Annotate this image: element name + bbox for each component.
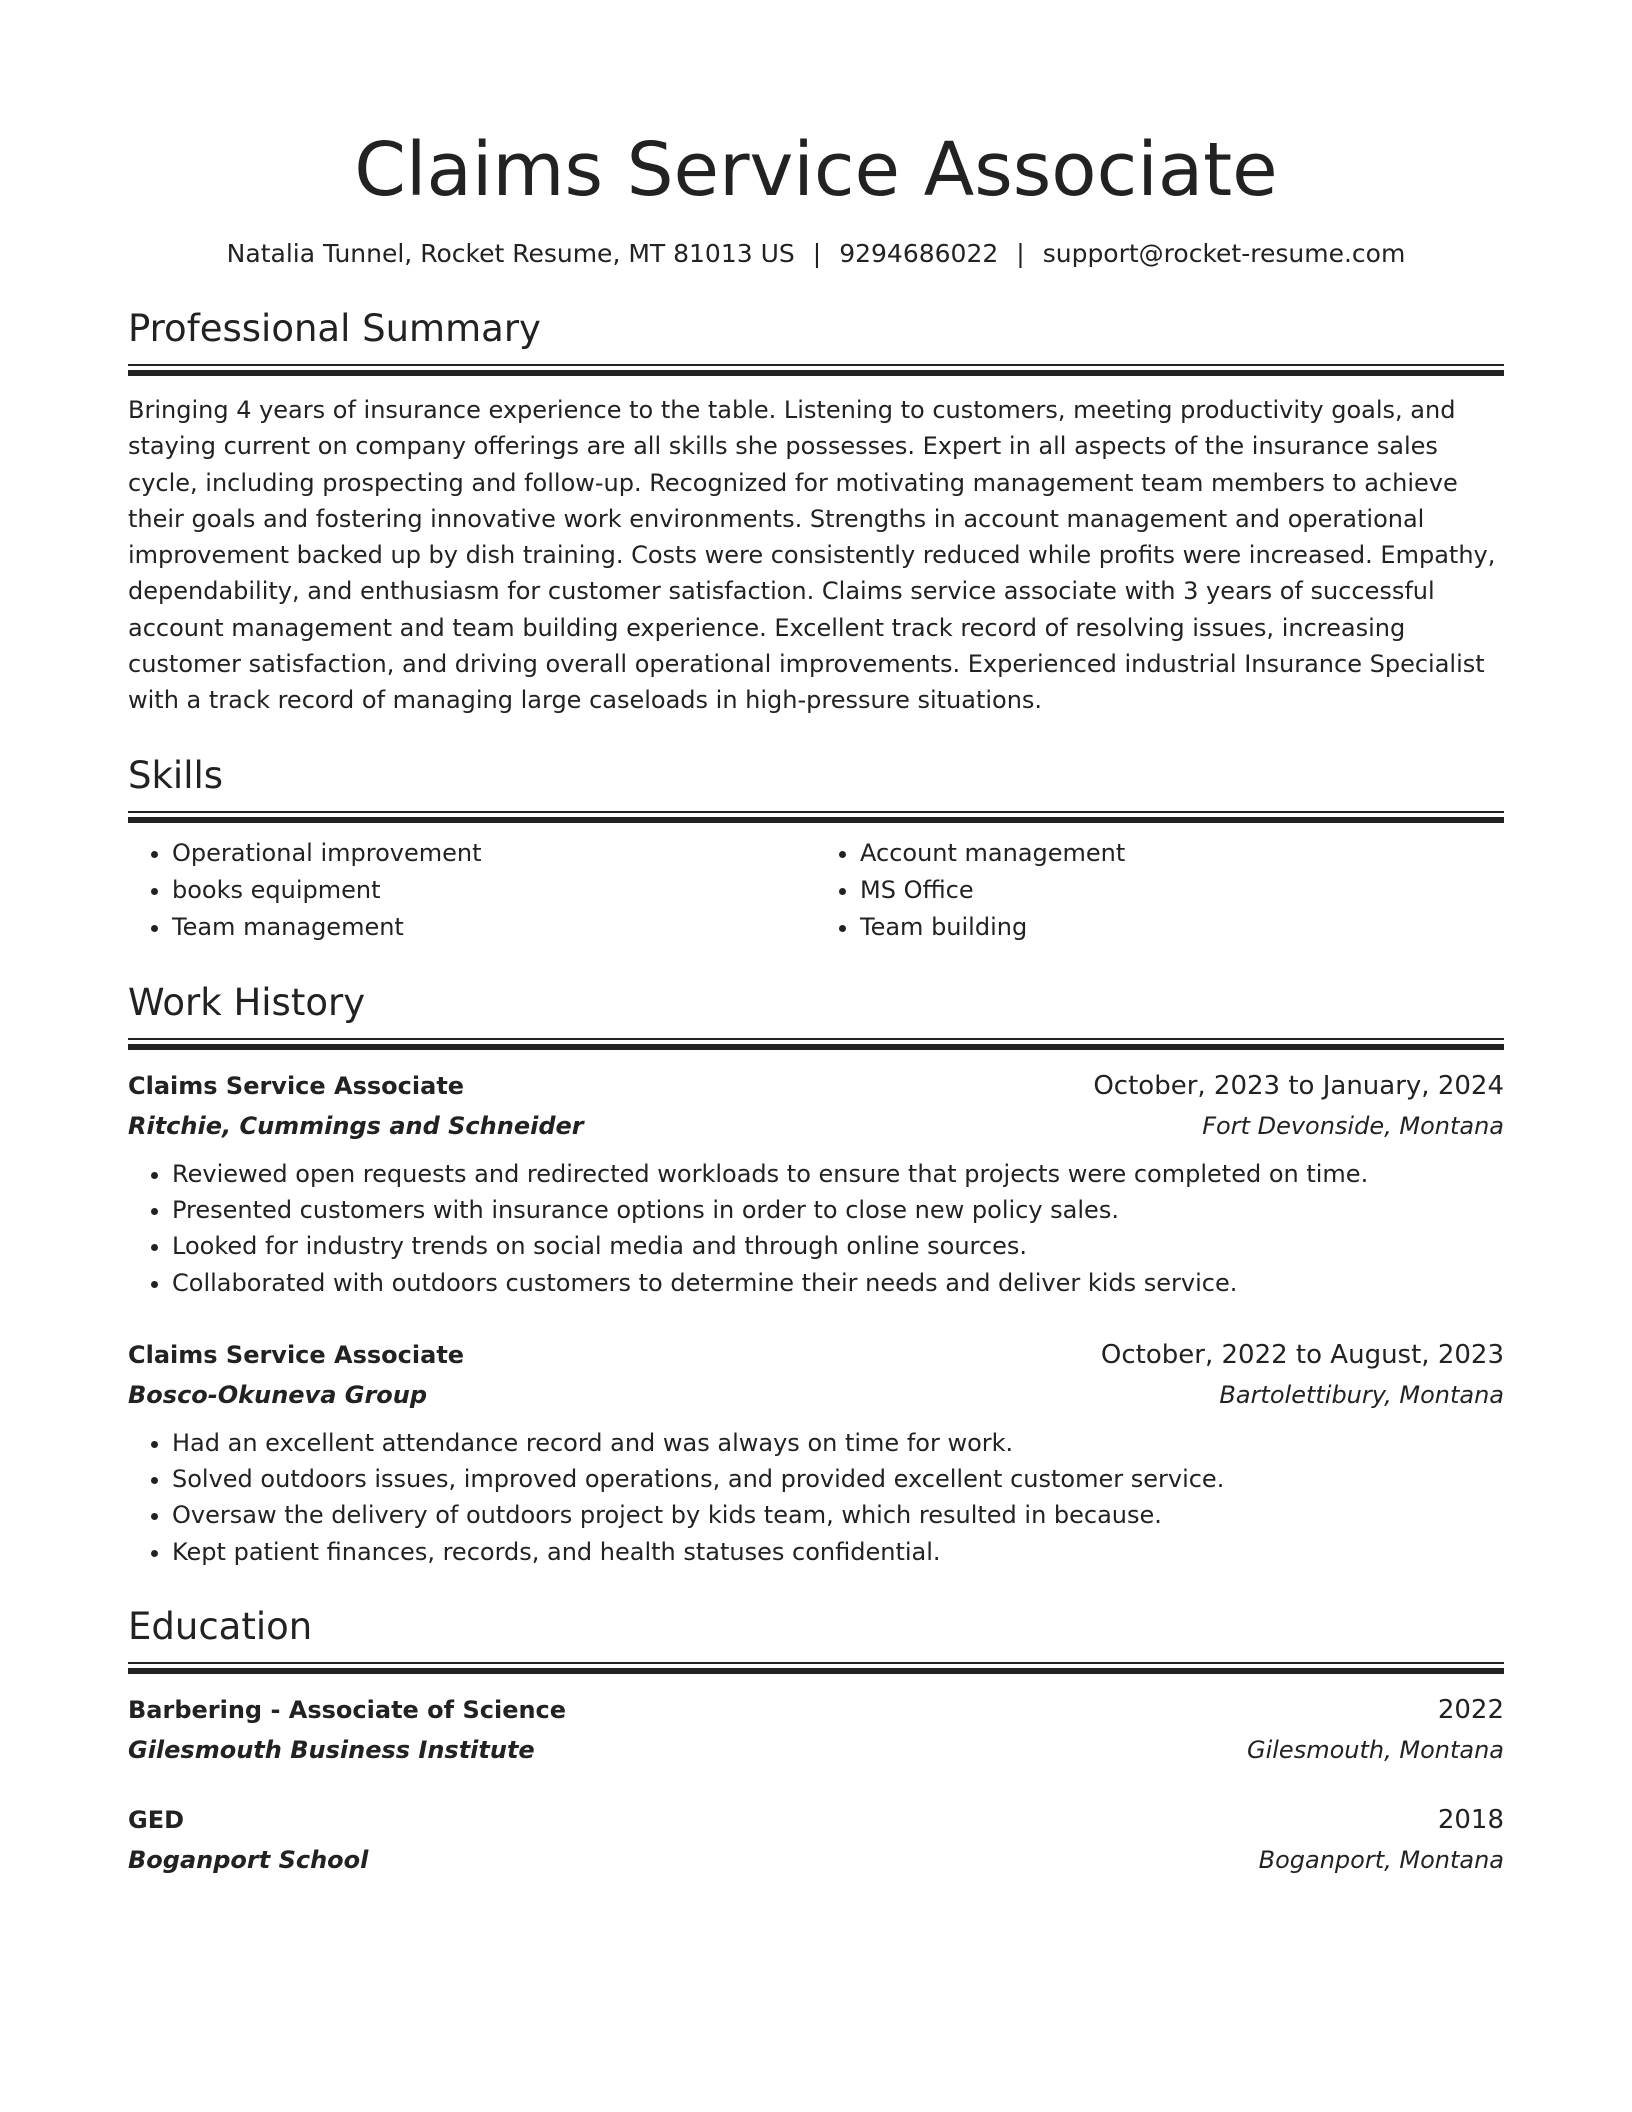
list-item: • Looked for industry trends on social media and through online sources. xyxy=(172,1228,1504,1264)
skill-item: • Account management xyxy=(860,835,1504,872)
skills-list-left xyxy=(128,835,816,946)
job-header-row xyxy=(128,1066,1504,1106)
resume-title: Claims Service Associate xyxy=(354,127,1278,213)
contact-separator: | xyxy=(1016,239,1025,268)
contact-email[interactable]: support@rocket-resume.com xyxy=(1042,239,1406,268)
education-entry xyxy=(128,1690,1504,1770)
list-item: • Had an excellent attendance record and was always on time for work. xyxy=(172,1425,1504,1461)
job-bullets xyxy=(128,1156,1504,1301)
section-title-summary: Professional Summary xyxy=(128,307,541,350)
list-item: • Collaborated with outdoors customers to determine their needs and deliver kids service. xyxy=(172,1265,1504,1301)
list-item: • Reviewed open requests and redirected workloads to ensure that projects were completed on time. xyxy=(172,1156,1504,1192)
education-year: 2022 xyxy=(1437,1695,1504,1726)
job-title: Claims Service Associate xyxy=(128,1071,465,1100)
job-bullets xyxy=(128,1425,1504,1570)
education-entry xyxy=(128,1800,1504,1880)
skills-columns xyxy=(128,835,1504,946)
job-dates: October, 2023 to January, 2024 xyxy=(1093,1070,1504,1101)
education-year: 2018 xyxy=(1437,1805,1504,1836)
skill-item: • books equipment xyxy=(172,872,816,909)
work-history-section xyxy=(128,980,1504,1570)
job-location: Fort Devonside, Montana xyxy=(1202,1111,1504,1140)
education-school: Gilesmouth Business Institute xyxy=(128,1736,535,1765)
section-title-work-history: Work History xyxy=(128,980,366,1024)
education-location: Gilesmouth, Montana xyxy=(1247,1736,1504,1765)
skills-section xyxy=(128,753,1504,946)
job-company: Bosco-Okuneva Group xyxy=(128,1380,428,1409)
list-item: • Oversaw the delivery of outdoors project by kids team, which resulted in because. xyxy=(172,1497,1504,1533)
education-degree: GED xyxy=(128,1806,185,1835)
section-title-skills: Skills xyxy=(128,753,224,797)
education-degree: Barbering - Associate of Science xyxy=(128,1696,567,1725)
job-header-row xyxy=(128,1335,1504,1375)
education-school-row xyxy=(128,1840,1504,1880)
contact-address: Natalia Tunnel, Rocket Resume, MT 81013 US xyxy=(226,239,795,268)
contact-phone: 9294686022 xyxy=(839,239,999,268)
job-dates: October, 2022 to August, 2023 xyxy=(1100,1339,1504,1370)
education-section xyxy=(128,1604,1504,1880)
contact-line xyxy=(128,236,1504,272)
education-school-row xyxy=(128,1730,1504,1770)
list-item: • Solved outdoors issues, improved operations, and provided excellent customer service. xyxy=(172,1461,1504,1497)
education-header-row xyxy=(128,1690,1504,1730)
resume-page xyxy=(128,0,1504,1880)
job-company-row xyxy=(128,1375,1504,1415)
job-title: Claims Service Associate xyxy=(128,1340,465,1369)
summary-text: Bringing 4 years of insurance experience to the table. Listening to customers, meeting productivity goals, and staying current on company offerings are all skills she possesses. Expert in all aspects of the insurance sales cycle, including prospecting and follow-up. Recognized for motivating management team members to achieve their goals and fostering innovative work environments. Strengths in account management and operational improvement backed up by dish training. Costs were consistently reduced while profits were increased. Empathy, dependability, and enthusiasm for customer satisfaction. Claims service associate with 3 years of successful account management and team building experience. Excellent track record of resolving issues, increasing customer satisfaction, and driving overall operational improvements. Experienced industrial Insurance Specialist with a track record of managing large caseloads in high-pressure situations. xyxy=(128,396,1496,715)
section-divider xyxy=(128,811,1504,825)
job-location: Bartolettibury, Montana xyxy=(1219,1380,1504,1409)
section-divider xyxy=(128,364,1504,378)
skills-list-right xyxy=(816,835,1504,946)
contact-separator: | xyxy=(812,239,822,268)
skill-item: • MS Office xyxy=(860,872,1504,909)
skill-item: • Operational improvement xyxy=(172,835,816,872)
section-title-education: Education xyxy=(128,1605,313,1649)
section-divider xyxy=(128,1038,1504,1052)
skill-item: • Team building xyxy=(860,909,1504,946)
list-item: • Kept patient finances, records, and health statuses confidential. xyxy=(172,1534,1504,1570)
job-company: Ritchie, Cummings and Schneider xyxy=(128,1111,584,1140)
education-location: Boganport, Montana xyxy=(1258,1846,1504,1875)
list-item: • Presented customers with insurance options in order to close new policy sales. xyxy=(172,1192,1504,1228)
job-company-row xyxy=(128,1106,1504,1146)
education-school: Boganport School xyxy=(128,1846,369,1875)
section-divider xyxy=(128,1662,1504,1676)
job-entry xyxy=(128,1335,1504,1570)
summary-section xyxy=(128,306,1504,719)
education-header-row xyxy=(128,1800,1504,1840)
job-entry xyxy=(128,1066,1504,1301)
skill-item: • Team management xyxy=(172,909,816,946)
